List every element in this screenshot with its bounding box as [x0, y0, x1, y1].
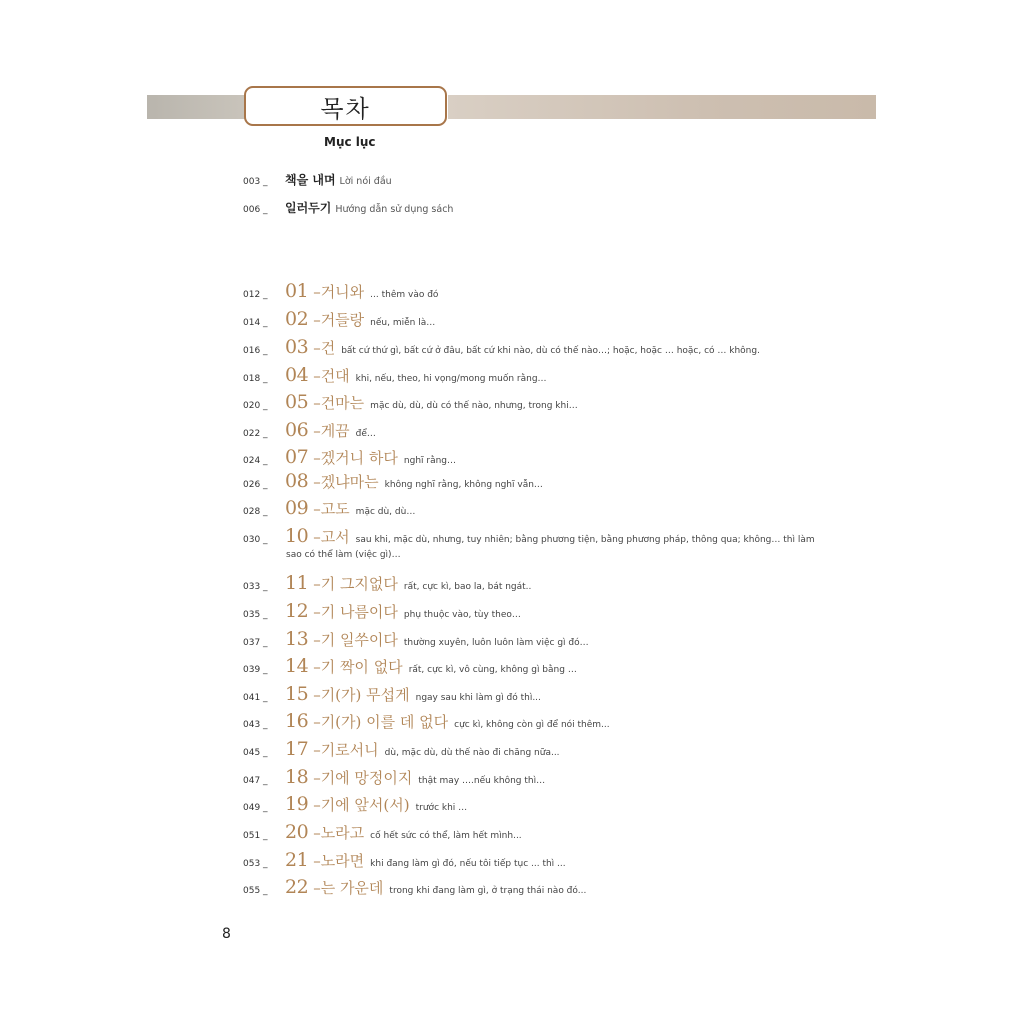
intro-row — [243, 199, 453, 216]
entry-page: 041 _ — [243, 693, 268, 703]
page-number: 8 — [222, 926, 231, 942]
entry-page: 045 _ — [243, 748, 268, 758]
entry-grammar: –겠거니 하다 — [313, 449, 398, 467]
entry-meaning: thường xuyên, luôn luôn làm việc gì đó… — [403, 638, 589, 648]
entry-grammar: –고서 — [313, 528, 350, 546]
entry-meaning: bất cứ thứ gì, bất cứ ở đâu, bất cứ khi nào, dù có thế nào…; hoặc, hoặc … hoặc, có … không. — [341, 346, 760, 356]
intro-page: 006 _ — [243, 205, 268, 215]
entry-meaning: ngay sau khi làm gì đó thì... — [415, 693, 541, 703]
entry-meaning: ... thêm vào đó — [370, 290, 439, 300]
entry-grammar: –기(가) 무섭게 — [313, 686, 410, 704]
entry-number: 04 — [285, 364, 309, 386]
toc-entry — [243, 766, 545, 788]
entry-page: 020 _ — [243, 401, 268, 411]
intro-title-ko: 책을 내며 — [285, 173, 336, 187]
entry-number: 07 — [285, 446, 309, 468]
entry-meaning: trong khi đang làm gì, ở trạng thái nào đó... — [389, 886, 587, 896]
toc-entry — [243, 525, 815, 547]
entry-meaning: cố hết sức có thể, làm hết mình... — [370, 831, 522, 841]
intro-title-vi: Lời nói đầu — [339, 176, 392, 187]
page-subtitle: Mục lục — [324, 135, 376, 149]
entry-meaning: dù, mặc dù, dù thế nào đi chăng nữa... — [384, 748, 560, 758]
entry-number: 12 — [285, 600, 309, 622]
entry-number: 17 — [285, 738, 309, 760]
entry-page: 014 _ — [243, 318, 268, 328]
intro-title-vi: Hướng dẫn sử dụng sách — [335, 204, 454, 215]
entry-meaning: để… — [355, 429, 376, 439]
toc-entry — [243, 683, 541, 705]
entry-number: 16 — [285, 710, 309, 732]
entry-grammar: –기(가) 이를 데 없다 — [313, 713, 449, 731]
entry-grammar: –노라고 — [313, 824, 365, 842]
entry-page: 051 _ — [243, 831, 268, 841]
toc-entry — [243, 876, 586, 898]
entry-page: 035 _ — [243, 610, 268, 620]
entry-number: 13 — [285, 628, 309, 650]
toc-entry — [243, 655, 577, 677]
entry-number: 11 — [285, 572, 309, 594]
entry-meaning: phụ thuộc vào, tùy theo… — [403, 610, 521, 620]
entry-page: 037 _ — [243, 638, 268, 648]
toc-entry — [243, 821, 522, 843]
entry-meaning: rất, cực kì, vô cùng, không gì bằng … — [408, 665, 577, 675]
entry-page: 028 _ — [243, 507, 268, 517]
entry-meaning: rất, cực kì, bao la, bát ngát.. — [403, 582, 532, 592]
toc-entry — [243, 391, 578, 413]
entry-page: 022 _ — [243, 429, 268, 439]
entry-grammar: –기로서니 — [313, 741, 379, 759]
entry-meaning: thật may ….nếu không thì… — [418, 776, 546, 786]
entry-page: 055 _ — [243, 886, 268, 896]
entry-grammar: –는 가운데 — [313, 879, 384, 897]
entry-page: 039 _ — [243, 665, 268, 675]
entry-number: 05 — [285, 391, 309, 413]
entry-meaning: nghĩ rằng… — [403, 456, 457, 466]
toc-entry — [243, 419, 376, 441]
intro-row — [243, 171, 392, 188]
entry-number: 18 — [285, 766, 309, 788]
entry-meaning-continued: sao có thể làm (việc gì)… — [286, 550, 401, 560]
entry-meaning: mặc dù, dù… — [355, 507, 416, 517]
entry-meaning: mặc dù, dù, dù có thế nào, nhưng, trong khi… — [370, 401, 578, 411]
entry-grammar: –건대 — [313, 367, 350, 385]
entry-grammar: –건마는 — [313, 394, 365, 412]
header-band-right — [448, 95, 876, 119]
entry-meaning: sau khi, mặc dù, nhưng, tuy nhiên; bằng phương tiện, bằng phương pháp, thông qua; không… thì làm — [355, 535, 815, 545]
header-band-left — [147, 95, 247, 119]
entry-page: 053 _ — [243, 859, 268, 869]
toc-entry — [243, 600, 521, 622]
entry-grammar: –고도 — [313, 500, 350, 518]
toc-entry — [243, 572, 531, 594]
entry-grammar: –겠냐마는 — [313, 473, 379, 491]
toc-entry — [243, 628, 589, 650]
toc-entry — [243, 336, 760, 358]
entry-number: 02 — [285, 308, 309, 330]
entry-number: 09 — [285, 497, 309, 519]
entry-grammar: –건 — [313, 339, 336, 357]
entry-page: 030 _ — [243, 535, 268, 545]
toc-entry — [243, 793, 467, 815]
entry-page: 018 _ — [243, 374, 268, 384]
entry-grammar: –노라면 — [313, 852, 365, 870]
entry-meaning: cực kì, không còn gì để nói thêm... — [454, 720, 610, 730]
toc-entry — [243, 470, 543, 492]
entry-page: 026 _ — [243, 480, 268, 490]
intro-page: 003 _ — [243, 177, 268, 187]
entry-number: 08 — [285, 470, 309, 492]
entry-meaning: khi đang làm gì đó, nếu tôi tiếp tục ... thì ... — [370, 859, 566, 869]
entry-grammar: –게끔 — [313, 422, 350, 440]
entry-grammar: –기에 앞서(서) — [313, 796, 410, 814]
entry-grammar: –기 나름이다 — [313, 603, 398, 621]
entry-meaning: nếu, miễn là… — [370, 318, 436, 328]
entry-page: 047 _ — [243, 776, 268, 786]
toc-entry — [243, 710, 610, 732]
entry-number: 14 — [285, 655, 309, 677]
entry-number: 10 — [285, 525, 309, 547]
entry-page: 024 _ — [243, 456, 268, 466]
intro-title-ko: 일러두기 — [285, 201, 332, 215]
entry-number: 15 — [285, 683, 309, 705]
entry-grammar: –거니와 — [313, 283, 365, 301]
entry-number: 22 — [285, 876, 309, 898]
toc-entry — [243, 308, 435, 330]
entry-meaning: khi, nếu, theo, hi vọng/mong muốn rằng… — [355, 374, 547, 384]
entry-page: 016 _ — [243, 346, 268, 356]
toc-entry — [243, 849, 566, 871]
entry-meaning: trước khi … — [415, 803, 468, 813]
entry-meaning: không nghĩ rằng, không nghĩ vẫn… — [384, 480, 543, 490]
entry-number: 20 — [285, 821, 309, 843]
entry-number: 06 — [285, 419, 309, 441]
entry-number: 03 — [285, 336, 309, 358]
entry-page: 043 _ — [243, 720, 268, 730]
entry-number: 21 — [285, 849, 309, 871]
entry-grammar: –기 그지없다 — [313, 575, 398, 593]
toc-entry — [243, 497, 415, 519]
entry-page: 012 _ — [243, 290, 268, 300]
toc-entry — [243, 738, 560, 760]
toc-entry — [243, 364, 547, 386]
page-title: 목차 — [320, 94, 371, 123]
title-box — [244, 86, 447, 126]
entry-grammar: –거들랑 — [313, 311, 365, 329]
entry-page: 033 _ — [243, 582, 268, 592]
entry-number: 19 — [285, 793, 309, 815]
entry-page: 049 _ — [243, 803, 268, 813]
toc-entry — [243, 446, 456, 468]
entry-grammar: –기 일쑤이다 — [313, 631, 398, 649]
entry-number: 01 — [285, 280, 309, 302]
entry-grammar: –기에 망정이지 — [313, 769, 413, 787]
toc-entry — [243, 280, 438, 302]
entry-grammar: –기 짝이 없다 — [313, 658, 403, 676]
